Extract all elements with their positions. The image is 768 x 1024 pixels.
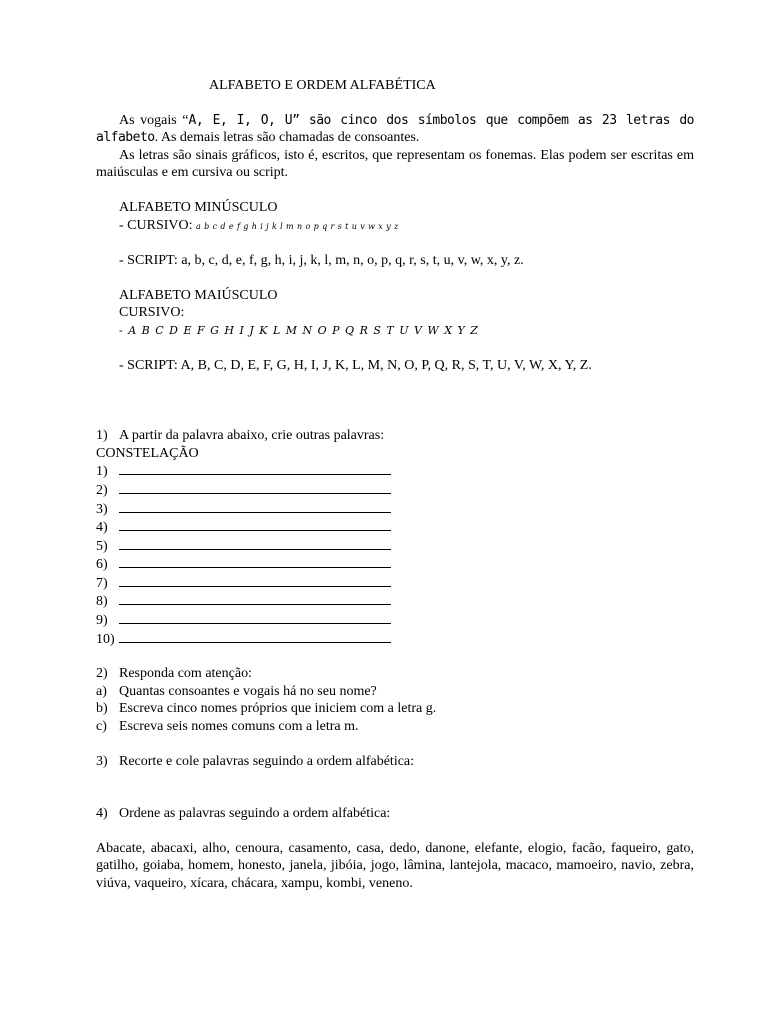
question-3 (96, 753, 694, 771)
answer-blank-number: 8) (96, 594, 108, 610)
answer-blank-row (96, 611, 694, 630)
answer-blank-row (96, 537, 694, 556)
question-2-text: Responda com atenção: (119, 666, 252, 682)
question-4-number: 4) (96, 806, 108, 822)
answer-blank-number: 9) (96, 613, 108, 629)
answer-blank-line[interactable] (119, 592, 391, 605)
lowercase-cursive-letters: a b c d e f g h i j k l m n o p q r s t u v w x y z (196, 221, 399, 231)
answer-blank-row (96, 518, 694, 537)
answer-blank-number: 2) (96, 482, 108, 498)
question-1-word: CONSTELAÇÃO (96, 445, 199, 461)
uppercase-cursive-letters: - A B C D E F G H I J K L M N O P Q R S T U V W X Y Z (119, 323, 479, 337)
answer-blank-line[interactable] (119, 611, 391, 624)
answer-blank-line[interactable] (119, 481, 391, 494)
lowercase-cursive-line (96, 217, 694, 236)
answer-blank-number: 4) (96, 520, 108, 536)
answer-blank-row (96, 574, 694, 593)
answer-blank-line[interactable] (119, 518, 391, 531)
question-2-item-b (96, 700, 694, 718)
page-title: ALFABETO E ORDEM ALFABÉTICA (209, 78, 436, 93)
item-a-label: a) (96, 683, 107, 699)
intro-paragraph-2: As letras são sinais gráficos, isto é, escritos, que representam os fonemas. Elas podem ser escritas em maiúsculas e em cursiva ou script. (96, 147, 694, 181)
answer-blank-row (96, 592, 694, 611)
uppercase-script-line: - SCRIPT: A, B, C, D, E, F, G, H, I, J, K, L, M, N, O, P, Q, R, S, T, U, V, W, X, Y, Z. (119, 357, 592, 373)
uppercase-cursive-label: CURSIVO: (119, 305, 185, 321)
question-1 (96, 427, 694, 445)
answer-blank-number: 5) (96, 538, 108, 554)
answer-blank-line[interactable] (119, 574, 391, 587)
answer-blanks-list (96, 462, 694, 648)
lowercase-script-line: - SCRIPT: a, b, c, d, e, f, g, h, i, j, k, l, m, n, o, p, q, r, s, t, u, v, w, x, y, z. (119, 253, 524, 269)
answer-blank-line[interactable] (119, 462, 391, 475)
item-b-label: b) (96, 701, 108, 717)
uppercase-cursive-letters-line (96, 322, 694, 340)
question-2-number: 2) (96, 666, 108, 682)
answer-blank-number: 3) (96, 501, 108, 517)
item-b-text: Escreva cinco nomes próprios que iniciem com a letra g. (119, 701, 437, 717)
intro-p1-start: As vogais “ (119, 112, 189, 128)
item-c-text: Escreva seis nomes comuns com a letra m. (119, 719, 359, 735)
answer-blank-row (96, 481, 694, 500)
worksheet-page (96, 77, 694, 893)
question-2 (96, 665, 694, 683)
answer-blank-number: 6) (96, 557, 108, 573)
answer-blank-row (96, 500, 694, 519)
intro-p1-vowels: A, E, I, O, U” são cinco dos símbolos que compõem as 23 letras do alfabeto (96, 112, 695, 146)
answer-blank-line[interactable] (119, 537, 391, 550)
item-a-text: Quantas consoantes e vogais há no seu nome? (119, 683, 377, 699)
answer-blank-line[interactable] (119, 630, 391, 643)
answer-blank-line[interactable] (119, 500, 391, 513)
answer-blank-line[interactable] (119, 555, 391, 568)
intro-paragraph-1 (96, 112, 694, 147)
item-c-label: c) (96, 719, 107, 735)
intro-p1-end: . As demais letras são chamadas de consoantes. (154, 130, 420, 146)
lowercase-cursive-label: - CURSIVO: (119, 217, 193, 233)
question-2-item-c (96, 718, 694, 736)
answer-blank-row (96, 630, 694, 649)
question-2-item-a (96, 683, 694, 701)
answer-blank-number: 7) (96, 575, 108, 591)
question-1-number: 1) (96, 428, 108, 444)
answer-blank-number: 1) (96, 464, 108, 480)
question-1-text: A partir da palavra abaixo, crie outras palavras: (119, 428, 385, 444)
answer-blank-number: 10) (96, 631, 115, 647)
answer-blank-row (96, 555, 694, 574)
question-4 (96, 805, 694, 823)
question-3-text: Recorte e cole palavras seguindo a ordem alfabética: (119, 753, 415, 769)
lowercase-heading: ALFABETO MINÚSCULO (119, 199, 278, 215)
answer-blank-row (96, 462, 694, 481)
word-list-paragraph: Abacate, abacaxi, alho, cenoura, casamento, casa, dedo, danone, elefante, elogio, facão, faqueiro, gato, gatilho, goiaba, homem, honesto, janela, jibóia, jogo, lâmina, lantejola, macaco, mamoeiro, navio, zebra, viúva, vaqueiro, xícara, chácara, xampu, kombi, veneno. (96, 840, 694, 891)
question-4-text: Ordene as palavras seguindo a ordem alfabética: (119, 806, 391, 822)
question-3-number: 3) (96, 753, 108, 769)
uppercase-heading: ALFABETO MAIÚSCULO (119, 287, 278, 303)
